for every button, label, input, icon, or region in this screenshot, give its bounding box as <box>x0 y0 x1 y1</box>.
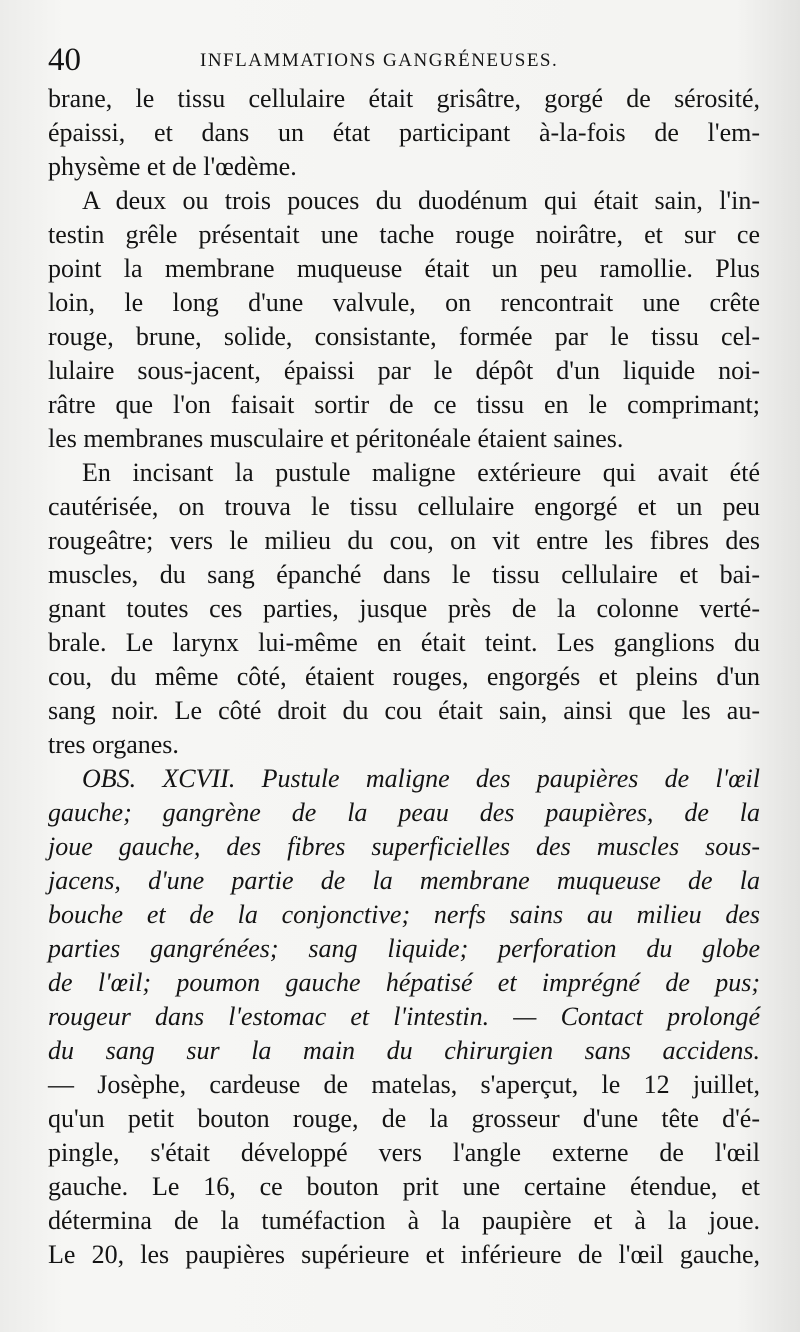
text-line: muscles, du sang épanché dans le tissu cellulaire et bai- <box>48 560 760 589</box>
text-line: En incisant la pustule maligne extérieure qui avait été <box>82 458 760 487</box>
text-line: parties gangrénées; sang liquide; perforation du globe <box>48 934 760 963</box>
text-line: pingle, s'était développé vers l'angle externe de l'œil <box>48 1138 760 1167</box>
text-line: épaissi, et dans un état participant à-la-fois de l'em- <box>48 118 760 147</box>
page-body <box>48 82 760 1272</box>
text-line: sang noir. Le côté droit du cou était sain, ainsi que les au- <box>48 696 760 725</box>
text-line: les membranes musculaire et péritonéale étaient saines. <box>48 424 624 453</box>
observation-heading-line: OBS. XCVII. Pustule maligne des paupières de l'œil <box>82 764 760 793</box>
text-line: jacens, d'une partie de la membrane muqueuse de la <box>48 866 760 895</box>
page-number: 40 <box>48 42 81 78</box>
text-line: testin grêle présentait une tache rouge noirâtre, et sur ce <box>48 220 760 249</box>
text-line: joue gauche, des fibres superficielles des muscles sous- <box>48 832 760 861</box>
text-line: gauche; gangrène de la peau des paupières, de la <box>48 798 760 827</box>
text-line: point la membrane muqueuse était un peu ramollie. Plus <box>48 254 760 283</box>
text-line: rougeur dans l'estomac et l'intestin. — Contact prolongé <box>48 1002 760 1031</box>
text-line: détermina de la tuméfaction à la paupière et à la joue. <box>48 1206 760 1235</box>
text-line: cou, du même côté, étaient rouges, engorgés et pleins d'un <box>48 662 760 691</box>
text-line: qu'un petit bouton rouge, de la grosseur d'une tête d'é- <box>48 1104 760 1133</box>
text-line: loin, le long d'une valvule, on rencontrait une crête <box>48 288 760 317</box>
text-line: râtre que l'on faisait sortir de ce tissu en le comprimant; <box>48 390 760 419</box>
text-line: de l'œil; poumon gauche hépatisé et imprégné de pus; <box>48 968 760 997</box>
page-header <box>48 40 760 80</box>
text-line: brale. Le larynx lui-même en était teint. Les ganglions du <box>48 628 760 657</box>
text-line: lulaire sous-jacent, épaissi par le dépôt d'un liquide noi- <box>48 356 760 385</box>
text-line: rougeâtre; vers le milieu du cou, on vit entre les fibres des <box>48 526 760 555</box>
text-line: Le 20, les paupières supérieure et inférieure de l'œil gauche, <box>48 1240 760 1269</box>
text-line: brane, le tissu cellulaire était grisâtre, gorgé de sérosité, <box>48 84 760 113</box>
text-line: rouge, brune, solide, consistante, formée par le tissu cel- <box>48 322 760 351</box>
text-line: A deux ou trois pouces du duodénum qui était sain, l'in- <box>82 186 760 215</box>
text-line: gnant toutes ces parties, jusque près de la colonne verté- <box>48 594 760 623</box>
text-line: — Josèphe, cardeuse de matelas, s'aperçut, le 12 juillet, <box>48 1070 760 1099</box>
text-line: cautérisée, on trouva le tissu cellulaire engorgé et un peu <box>48 492 760 521</box>
running-head: INFLAMMATIONS GANGRÉNEUSES. <box>200 50 559 71</box>
text-line: du sang sur la main du chirurgien sans accidens. <box>48 1036 760 1065</box>
text-line: physème et de l'œdème. <box>48 152 297 181</box>
text-line: bouche et de la conjonctive; nerfs sains au milieu des <box>48 900 760 929</box>
text-line: gauche. Le 16, ce bouton prit une certaine étendue, et <box>48 1172 760 1201</box>
text-line: tres organes. <box>48 730 179 759</box>
